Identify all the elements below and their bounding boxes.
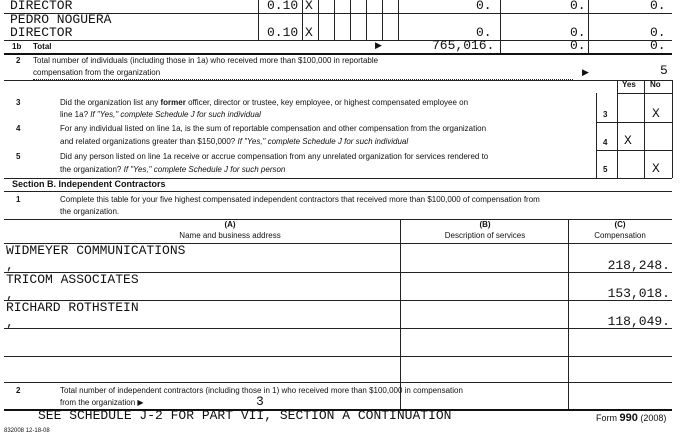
line-2-value: 5 (660, 63, 668, 78)
arrow-icon: ▶ (137, 398, 144, 407)
officer-amount-reportable: 0. (476, 0, 492, 13)
column-a-label: Name and business address (179, 231, 281, 240)
officer-hours: 0.10 (267, 0, 299, 13)
total-related: 0. (570, 38, 586, 53)
contractor-compensation: 118,049. (607, 314, 670, 329)
section-b-line-1-number: 1 (16, 195, 21, 204)
contractor-address: , (6, 315, 14, 330)
section-b-line-2-text: Total number of independent contractors (including those in 1) who received more than $100,000 in compensation (60, 386, 463, 395)
officer-check: X (305, 25, 313, 40)
officer-amount-related: 0. (570, 25, 586, 40)
officer-amount-reportable: 0. (476, 25, 492, 40)
question-no-check: X (652, 106, 660, 121)
line-1b-label: Total (33, 42, 52, 51)
officer-amount-related: 0. (570, 0, 586, 13)
no-header: No (650, 80, 661, 89)
question-number: 4 (16, 124, 21, 133)
question-text-cont: the organization? If "Yes," complete Schedule J for such person (60, 165, 286, 174)
section-b-line-1-text: Complete this table for your five highest compensated independent contractors that received more than $100,000 of compensation from (60, 195, 540, 204)
contractor-compensation: 153,018. (607, 286, 670, 301)
contractor-name: WIDMEYER COMMUNICATIONS (6, 243, 186, 258)
question-text: Did any person listed on line 1a receive or accrue compensation from any unrelated organization for services rendered to (60, 152, 489, 161)
question-number: 5 (16, 152, 21, 161)
officer-name: PEDRO NOGUERA (10, 12, 112, 27)
contractor-name: RICHARD ROTHSTEIN (6, 300, 139, 315)
column-b-letter: (B) (479, 220, 491, 229)
officer-amount-other: 0. (650, 25, 666, 40)
arrow-icon: ▶ (582, 67, 589, 77)
continuation-note: SEE SCHEDULE J-2 FOR PART VII, SECTION A CONTINUATION (38, 408, 452, 423)
form-code: 832008 12-18-08 (4, 428, 50, 434)
line-1b-number: 1b (12, 42, 22, 51)
question-text: Did the organization list any former officer, director or trustee, key employee, or highest compensated employee on (60, 98, 469, 107)
question-text-cont: and related organizations greater than $150,000? If "Yes," complete Schedule J for such individual (60, 137, 409, 146)
contractor-address: , (6, 258, 14, 273)
line-2-text: Total number of individuals (including those in 1a) who received more than $100,000 in reportable (33, 56, 379, 65)
section-b-line-2-value: 3 (256, 394, 264, 409)
line-2-text-cont: compensation from the organization (33, 68, 161, 77)
question-line-number: 5 (603, 165, 608, 174)
form-label: Form 990 (2008) (596, 412, 667, 424)
question-yes-check: X (624, 133, 632, 148)
question-no-check: X (652, 161, 660, 176)
line-2-number: 2 (16, 56, 21, 65)
contractor-compensation: 218,248. (607, 258, 670, 273)
total-reportable: 765,016. (432, 38, 495, 53)
question-text: For any individual listed on line 1a, is the sum of reportable compensation and other compensation from the organization (60, 124, 487, 133)
question-line-number: 3 (603, 110, 608, 119)
officer-amount-other: 0. (650, 0, 666, 13)
section-b-line-1-text-cont: the organization. (60, 207, 120, 216)
officer-title: DIRECTOR (10, 0, 73, 13)
question-text-cont: line 1a? If "Yes," complete Schedule J for such individual (60, 110, 261, 119)
yes-header: Yes (622, 80, 636, 89)
section-b-line-2-text-cont: from the organization ▶ (60, 398, 144, 407)
column-b-label: Description of services (444, 231, 526, 240)
question-line-number: 4 (603, 138, 608, 147)
contractor-address: , (6, 287, 14, 302)
contractor-name: TRICOM ASSOCIATES (6, 272, 139, 287)
question-number: 3 (16, 98, 21, 107)
column-c-letter: (C) (614, 220, 626, 229)
section-b-line-2-number: 2 (16, 386, 21, 395)
total-other: 0. (650, 38, 666, 53)
officer-title: DIRECTOR (10, 25, 73, 40)
column-a-letter: (A) (224, 220, 236, 229)
officer-check: X (305, 0, 313, 13)
column-c-label: Compensation (594, 231, 646, 240)
officer-hours: 0.10 (267, 25, 299, 40)
section-b-title: Section B. Independent Contractors (12, 179, 166, 189)
arrow-icon: ▶ (375, 40, 382, 50)
